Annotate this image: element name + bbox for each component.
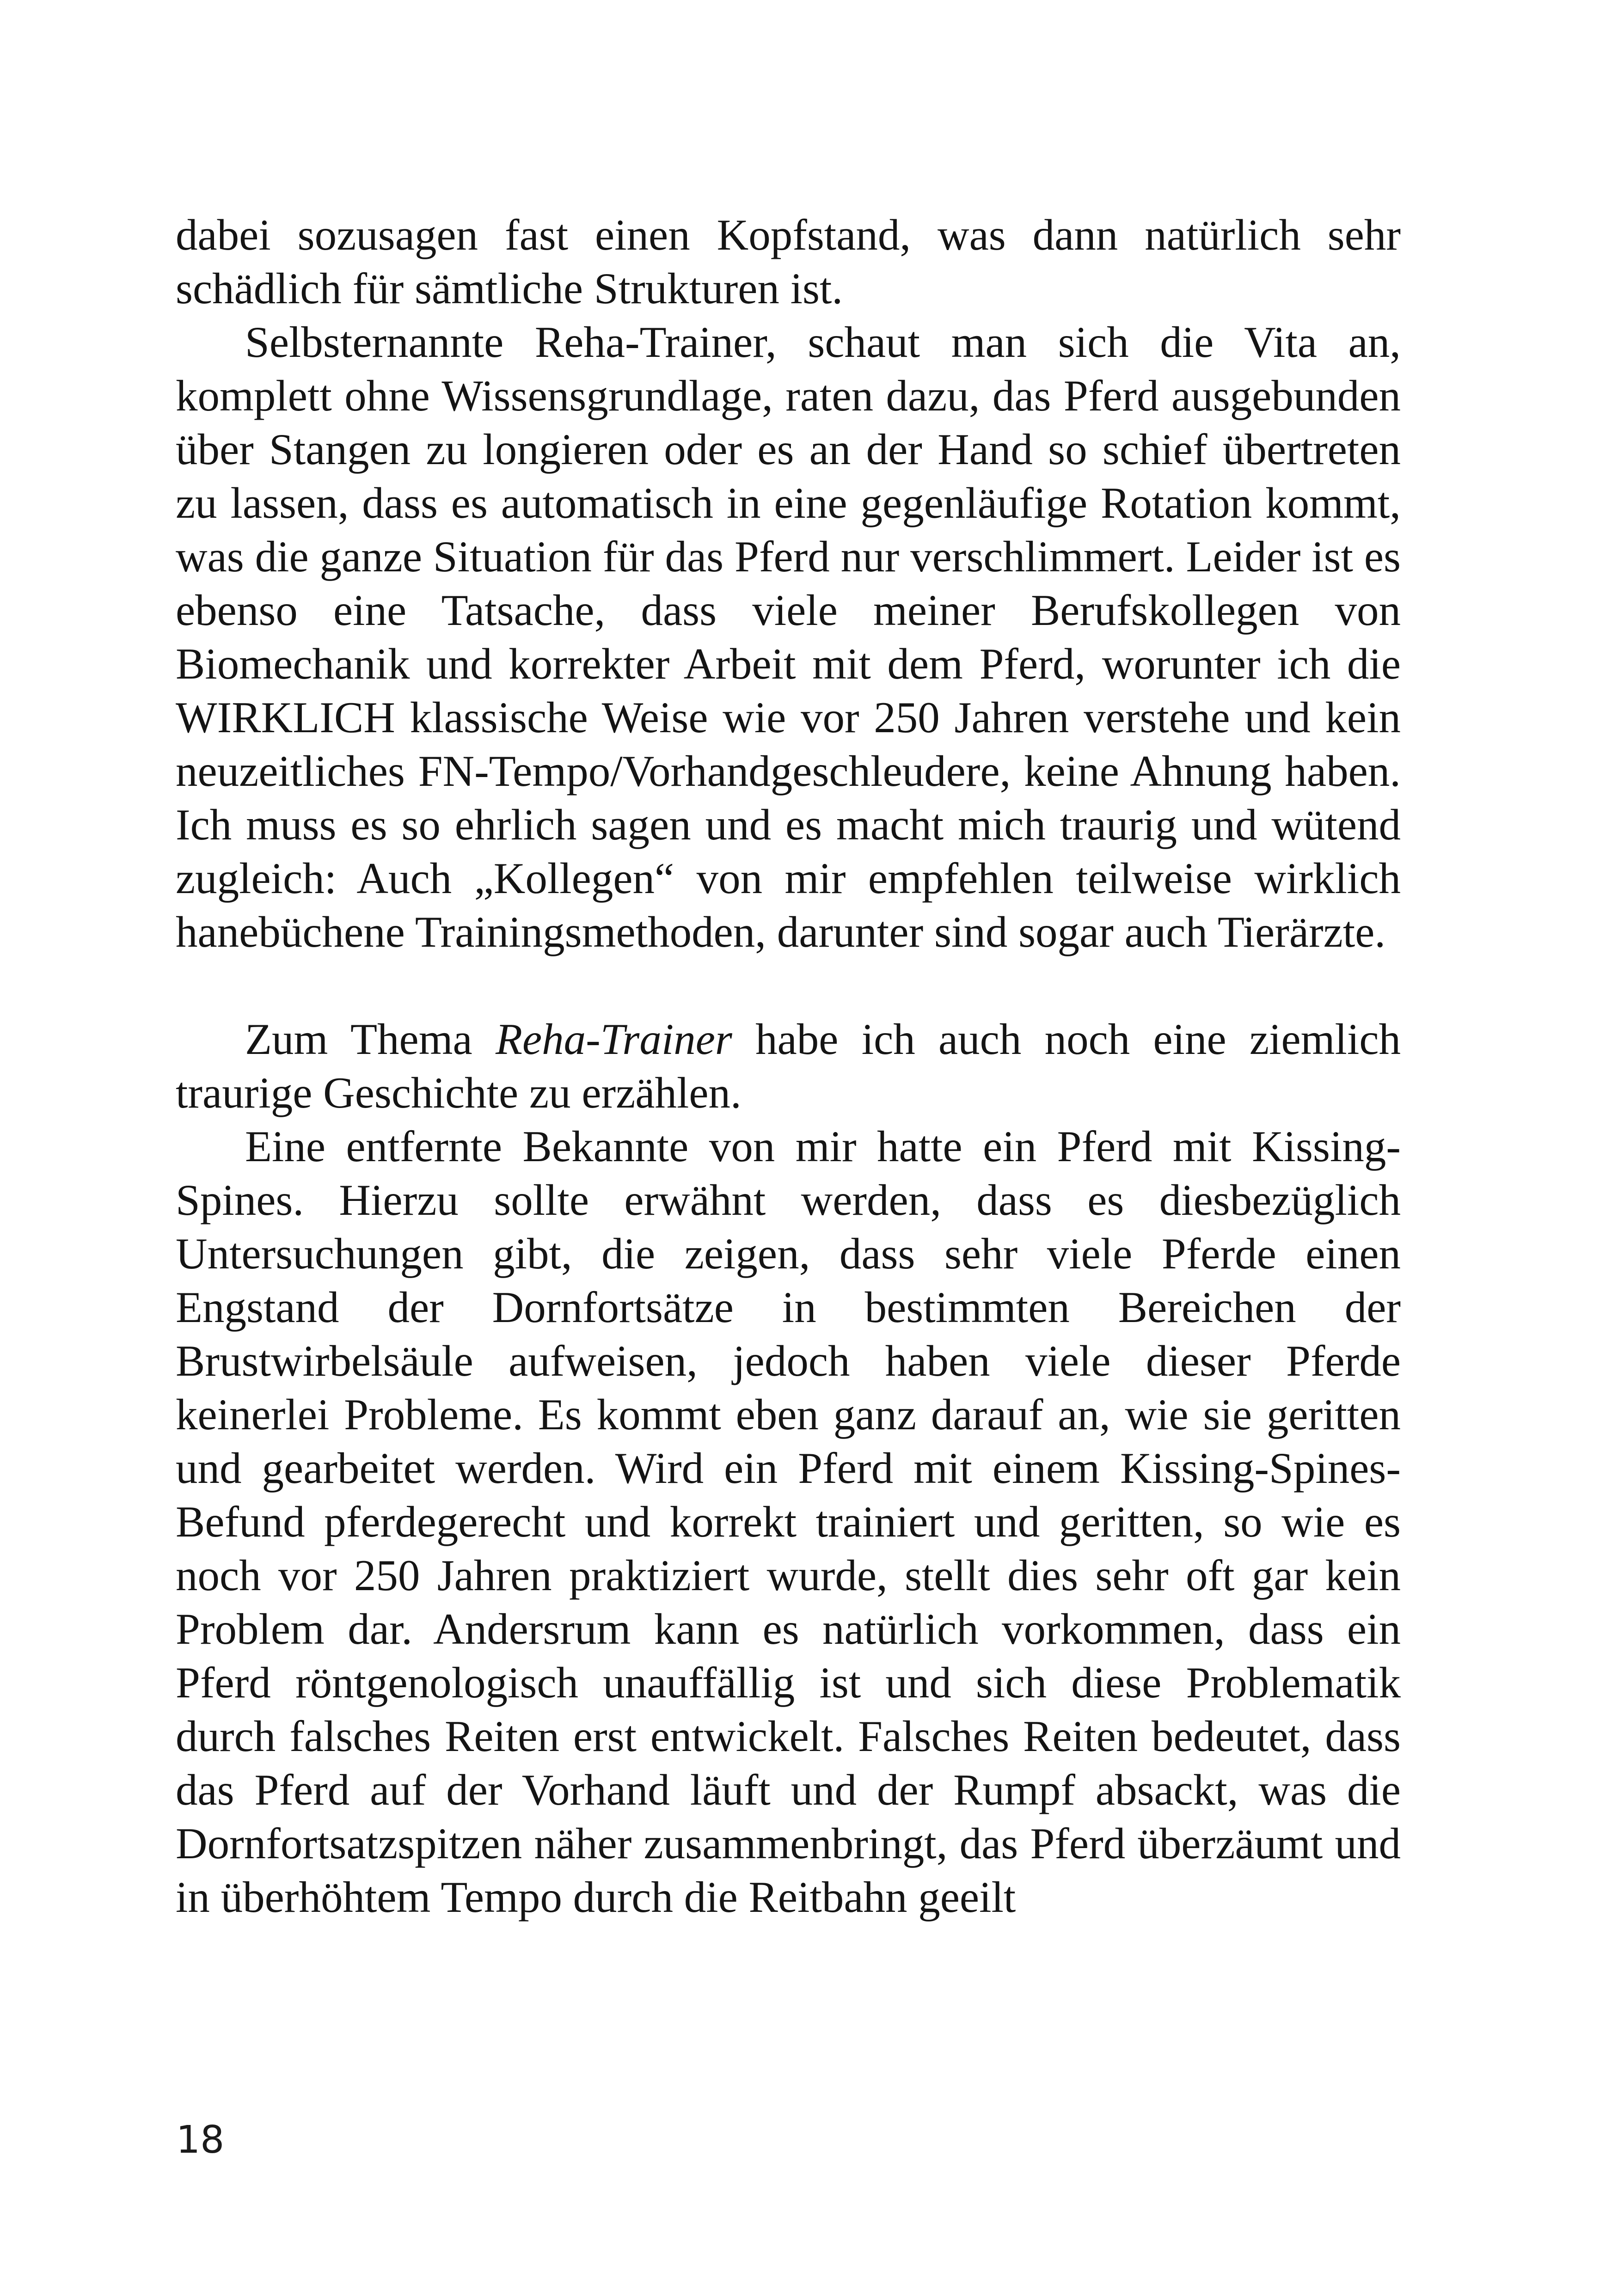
- story-intro-text-before: Zum Thema: [245, 1015, 496, 1064]
- paragraph-continuation: dabei sozusagen fast einen Kopfstand, was dann natürlich sehr schädlich für sämtliche Strukturen ist.: [176, 210, 1401, 313]
- italic-term: Reha-Trainer: [495, 1015, 732, 1064]
- paragraph-reha-trainer: Selbsternannte Reha-Trainer, schaut man sich die Vita an, komplett ohne Wissensgrundlage, raten dazu, das Pferd ausgebunden über Stangen zu longieren oder es an der Hand so schief übertreten zu lassen, dass es automatisch in eine gegenläufige Rotation kommt, was die ganze Situation für das Pferd nur verschlimmert. Leider ist es ebenso eine Tatsache, dass viele meiner Berufskollegen von Biomechanik und korrekter Arbeit mit dem Pferd, worunter ich die WIRKLICH klassische Weise wie vor 250 Jahren verstehe und kein neuzeitliches FN-Tempo/Vorhandgeschleudere, keine Ahnung haben. Ich muss es so ehrlich sagen und es macht mich traurig und wütend zugleich: Auch „Kollegen“ von mir empfehlen teilweise wirklich hanebüchene Trainingsmethoden, darunter sind sogar auch Tierärzte.: [176, 318, 1401, 956]
- book-page-body: [176, 208, 1401, 1924]
- paragraph-spacing: [176, 959, 1401, 1012]
- paragraph-kissing-spines: Eine entfernte Bekannte von mir hatte ein Pferd mit Kissing-Spines. Hierzu sollte erwähnt werden, dass es diesbezüglich Untersuchungen gibt, die zeigen, dass sehr viele Pferde einen Engstand der Dornfortsätze in bestimmten Bereichen der Brustwirbelsäule aufweisen, jedoch haben viele dieser Pferde keinerlei Probleme. Es kommt eben ganz darauf an, wie sie geritten und gearbeitet werden. Wird ein Pferd mit einem Kissing-Spines-Befund pferdegerecht und korrekt trainiert und geritten, so wie es noch vor 250 Jahren praktiziert wurde, stellt dies sehr oft gar kein Problem dar. Andersrum kann es natürlich vorkommen, dass ein Pferd röntgenologisch unauffällig ist und sich diese Problematik durch falsches Reiten erst entwickelt. Falsches Reiten bedeutet, dass das Pferd auf der Vorhand läuft und der Rumpf absackt, was die Dornfortsatzspitzen näher zusammenbringt, das Pferd überzäumt und in überhöhtem Tempo durch die Reitbahn geeilt: [176, 1122, 1401, 1922]
- story-intro-text-after: habe ich auch noch eine ziemlich traurige Geschichte zu erzählen.: [176, 1015, 1401, 1117]
- page-number: 18: [176, 2118, 225, 2162]
- paragraph-story-intro: [176, 1012, 1401, 1120]
